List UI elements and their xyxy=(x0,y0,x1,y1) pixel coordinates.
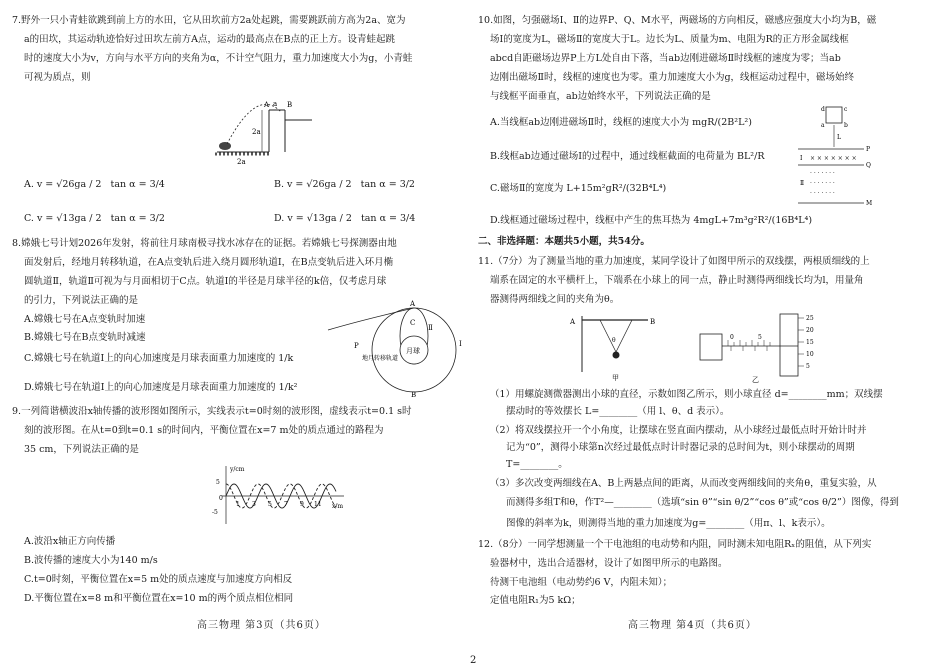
svg-text:7: 7 xyxy=(284,501,288,508)
svg-text:P: P xyxy=(354,342,359,350)
svg-text:A: A xyxy=(570,318,576,326)
q9-line-2: 刻的波形图。在从t=0到t=0.1 s的时间内，平衡位置在x=7 m处的质点通过的路程为 xyxy=(24,425,384,436)
q11-part-2c: T=________。 xyxy=(506,459,568,470)
q12-line-2: 验器材中，选出合适器材，设计了如图甲所示的电路图。 xyxy=(490,558,728,569)
q9-line-1: 9.一列简谐横波沿x轴传播的波形图如图所示，实线表示t=0时刻的波形图，虚线表示t=0.1 s时 xyxy=(12,406,412,417)
q11-part-1b: 摆动时的等效摆长 L=________（用 l、θ、d 表示）。 xyxy=(506,406,730,417)
svg-text:Ⅰ: Ⅰ xyxy=(459,340,462,348)
q11-pendulum-figure xyxy=(568,312,658,382)
svg-text:-5: -5 xyxy=(212,509,218,516)
q10-option-c: C.磁场Ⅱ的宽度为 L+15m²gR²/(32B⁴L⁴) xyxy=(490,183,667,194)
q11-micrometer-figure xyxy=(698,308,848,384)
q7-line-2: a的田坎，其运动轨迹恰好过田坎左前方A点，运动的最高点在B点的正上方。设青蛙起跳 xyxy=(24,34,396,45)
svg-text:5: 5 xyxy=(806,363,810,370)
svg-text:θ: θ xyxy=(612,337,616,344)
q11-line-2: 端系在固定的水平横杆上，下端系在小球上的同一点，静止时测得两细线长均为l，用量角 xyxy=(490,275,864,286)
q10-line-1: 10.如图，匀强磁场Ⅰ、Ⅱ的边界P、Q、M水平，两磁场的方向相反，磁感应强度大小均为B，磁 xyxy=(478,15,877,26)
q9-line-3: 35 cm，下列说法正确的是 xyxy=(24,444,139,455)
svg-text:A: A xyxy=(410,300,416,308)
svg-text:Ⅱ: Ⅱ xyxy=(800,180,805,187)
svg-text:× × × × × × ×: × × × × × × × xyxy=(810,155,857,162)
left-footer: 高三物理 第3页（共6页） xyxy=(197,620,326,631)
q7-line-4: 可视为质点，则 xyxy=(24,72,91,83)
q7-option-c: C. v = √13ga / 2 tan α = 3/2 xyxy=(24,213,165,224)
right-footer: 高三物理 第4页（共6页） xyxy=(628,620,757,631)
q7-line-3: 时的速度大小为v，方向与水平方向的夹角为α，不计空气阻力，重力加速度大小为g，小青蛙 xyxy=(24,53,413,64)
page-number: 2 xyxy=(470,655,477,666)
fig-label-B: B xyxy=(287,101,293,109)
q7-option-b: B. v = √26ga / 2 tan α = 3/2 xyxy=(274,179,415,190)
svg-text:11: 11 xyxy=(314,501,322,508)
q10-option-d: D.线框通过磁场过程中，线框中产生的焦耳热为 4mgL+7m³g²R²/(16B⁴L⁴) xyxy=(490,215,813,226)
figure-yi-label: 乙 xyxy=(752,376,759,384)
transfer-orbit-label: 地月转移轨道 xyxy=(362,355,399,362)
svg-text:a: a xyxy=(821,122,825,129)
q9-option-c: C.t=0时刻，平衡位置在x=5 m处的质点速度与加速度方向相反 xyxy=(24,574,293,585)
fig-label-width: 2a xyxy=(237,158,246,166)
q11-part-2b: 记为“0”，测得小球第n次经过最低点时计时器记录的总时间为t，则小球摆动的周期 xyxy=(506,442,855,453)
svg-text:b: b xyxy=(844,122,848,129)
q11-part-3a: （3）多次改变两细线在A、B上两悬点间的距离，从而改变两细线间的夹角θ，重复实验，从 xyxy=(490,478,877,489)
q11-part-1a: （1）用螺旋测微器测出小球的直径，示数如图乙所示，则小球直径 d=________mm；双线摆 xyxy=(490,389,883,400)
fig-label-a: a xyxy=(273,100,278,108)
q7-line-1: 7.野外一只小青蛙欲跳到前上方的水田，它从田坎前方2a处起跳，需要跳跃前方高为2a、宽为 xyxy=(12,15,406,26)
svg-text:1: 1 xyxy=(236,501,240,508)
q9-option-b: B.波传播的速度大小为140 m/s xyxy=(24,555,158,566)
q10-line-4: 边刚出磁场Ⅱ时，线框的速度也为零。重力加速度大小为g，线框运动过程中，磁场始终 xyxy=(490,72,855,83)
fig-label-height: 2a xyxy=(252,128,261,136)
section-2-heading: 二、非选择题：本题共5小题，共54分。 xyxy=(478,236,650,247)
ball-icon xyxy=(613,352,620,359)
svg-text:B: B xyxy=(650,318,656,326)
svg-text:c: c xyxy=(844,106,848,113)
moon-label: 月球 xyxy=(406,347,420,355)
q9-wave-figure xyxy=(210,462,350,530)
q8-line-4: 的引力，下列说法正确的是 xyxy=(24,295,139,306)
q9-option-d: D.平衡位置在x=8 m和平衡位置在x=10 m的两个质点相位相同 xyxy=(24,593,294,604)
svg-text:B: B xyxy=(411,391,417,399)
q8-orbit-figure xyxy=(322,300,472,400)
q7-option-d: D. v = √13ga / 2 tan α = 3/4 xyxy=(274,213,416,224)
svg-text:15: 15 xyxy=(806,339,814,346)
svg-text:9: 9 xyxy=(300,501,304,508)
fig-label-A: A xyxy=(264,101,270,109)
svg-text:· · · · · · ·: · · · · · · · xyxy=(810,190,835,197)
q11-part-3c: 图像的斜率为k，则测得当地的重力加速度为g=________（用π、l、k表示）。 xyxy=(506,518,831,529)
svg-text:10: 10 xyxy=(806,351,814,358)
q7-option-a: A. v = √26ga / 2 tan α = 3/4 xyxy=(24,179,165,190)
x-axis-label: x/m xyxy=(332,503,344,510)
svg-text:5: 5 xyxy=(758,334,762,341)
svg-text:3: 3 xyxy=(252,501,256,508)
q10-option-b: B.线框ab边通过磁场Ⅰ的过程中，通过线框截面的电荷量为 BL²/R xyxy=(490,151,765,162)
svg-text:· · · · · · ·: · · · · · · · xyxy=(810,180,835,187)
y-axis-label: y/cm xyxy=(230,466,245,473)
q8-line-2: 面发射后，经地月转移轨道，在A点变轨后进入绕月圆形轨道Ⅰ，在B点变轨后进入环月椭 xyxy=(24,257,394,268)
svg-text:C: C xyxy=(410,319,416,327)
svg-text:M: M xyxy=(866,200,873,207)
q8-option-a: A.嫦娥七号在A点变轨时加速 xyxy=(24,314,146,325)
wire-frame xyxy=(826,107,842,123)
q10-option-a: A.当线框ab边刚进磁场Ⅱ时，线框的速度大小为 mgR/(2B²L²) xyxy=(490,117,752,128)
right-page xyxy=(478,0,948,672)
q10-line-2: 场Ⅰ的宽度为L，磁场Ⅱ的宽度大于L。边长为L、质量为m、电阻为R的正方形金属线框 xyxy=(490,34,849,45)
q10-line-5: 与线框平面垂直，ab边始终水平，下列说法正确的是 xyxy=(490,91,711,102)
svg-text:Q: Q xyxy=(866,162,871,169)
q12-line-3: 待测干电池组（电动势约6 V，内阻未知）； xyxy=(490,577,673,588)
q10-line-3: abcd自距磁场边界P上方L处自由下落，当ab边刚进磁场Ⅱ时线框的速度为零；当ab xyxy=(490,53,841,64)
left-page xyxy=(12,0,482,672)
q12-line-1: 12.（8分）一同学想测量一个干电池组的电动势和内阻，同时测未知电阻Rₓ的阻值，从下列实 xyxy=(478,539,872,550)
q11-line-3: 器测得两细线之间的夹角为θ。 xyxy=(490,294,620,305)
q8-line-3: 圆轨道Ⅱ，轨道Ⅱ可视为与月面相切于C点。轨道Ⅰ的半径是月球半径的k倍，仅考虑月球 xyxy=(24,276,387,287)
q12-line-4: 定值电阻R₁为5 kΩ； xyxy=(490,595,581,606)
q11-part-3b: 而测得多组T和θ，作T²—________（选填“sin θ”“sin θ/2”“cos θ”或“cos θ/2”）图像，得到 xyxy=(506,497,899,508)
svg-text:P: P xyxy=(866,146,871,153)
svg-text:5: 5 xyxy=(268,501,272,508)
q11-line-1: 11.（7分）为了测量当地的重力加速度，某同学设计了如图甲所示的双线摆，两根质细线的上 xyxy=(478,256,870,267)
q8-option-b: B.嫦娥七号在B点变轨时减速 xyxy=(24,332,146,343)
svg-text:20: 20 xyxy=(806,327,814,334)
frog-icon xyxy=(219,142,231,150)
svg-text:5: 5 xyxy=(216,479,220,486)
q7-frog-figure xyxy=(207,92,317,172)
q8-option-d: D.嫦娥七号在轨道Ⅰ上的向心加速度是月球表面重力加速度的 1/k² xyxy=(24,382,298,393)
q9-option-a: A.波沿x轴正方向传播 xyxy=(24,536,116,547)
svg-text:0: 0 xyxy=(730,334,734,341)
svg-text:Ⅰ: Ⅰ xyxy=(800,155,803,162)
svg-text:L: L xyxy=(837,134,841,141)
svg-text:· · · · · · ·: · · · · · · · xyxy=(810,170,835,177)
svg-text:Ⅱ: Ⅱ xyxy=(428,324,433,332)
figure-jia-label: 甲 xyxy=(612,374,619,382)
q11-part-2a: （2）将双线摆拉开一个小角度，让摆球在竖直面内摆动，从小球经过最低点时开始计时并 xyxy=(490,425,867,436)
svg-text:d: d xyxy=(821,106,825,113)
svg-text:25: 25 xyxy=(806,315,814,322)
q10-magnet-figure xyxy=(796,105,876,209)
q8-line-1: 8.嫦娥七号计划2026年发射，将前往月球南极寻找水冰存在的证据。若嫦娥七号探测器由地 xyxy=(12,238,397,249)
q8-option-c: C.嫦娥七号在轨道Ⅰ上的向心加速度是月球表面重力加速度的 1/k xyxy=(24,353,294,364)
svg-text:0: 0 xyxy=(219,495,223,502)
